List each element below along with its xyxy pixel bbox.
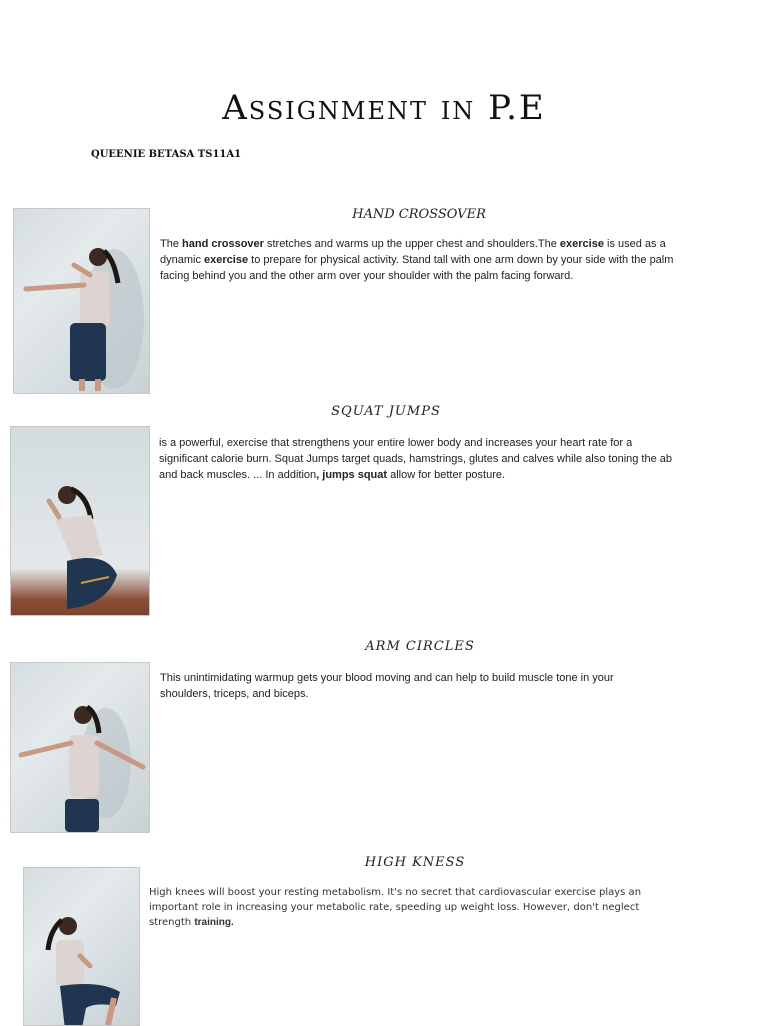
author-name: QUEENIE BETASA TS11A1	[91, 149, 242, 160]
arm-circles-photo	[10, 662, 150, 833]
section-text-arm-circles: This unintimidating warmup gets your blood moving and can help to build muscle tone in your shoulders, triceps, and biceps.	[160, 672, 614, 700]
section-heading-arm-circles: ARM CIRCLES	[365, 639, 475, 654]
page-title: Assignment in P.E	[222, 88, 546, 128]
section-heading-squat-jumps: SQUAT JUMPS	[331, 404, 441, 419]
high-knees-photo	[23, 867, 140, 1026]
section-text-squat-jumps: is a powerful, exercise that strengthens your entire lower body and increases your heart rate for a significant calorie burn. Squat Jumps target quads, hamstrings, glutes and calves while also toning the ab and back muscles. ... In addition, jumps squat allow for better posture.	[159, 437, 673, 481]
person-arm-circles-icon	[11, 663, 149, 832]
section-text-hand-crossover: The hand crossover stretches and warms up the upper chest and shoulders.The exercise is used as a dynamic exercise to prepare for physical activity. Stand tall with one arm down by your side with the palm facing behind you and the other arm over your shoulder with the palm facing forward.	[160, 238, 674, 282]
person-high-knees-icon	[24, 868, 139, 1025]
squat-jumps-photo	[10, 426, 150, 616]
hand-crossover-photo	[13, 208, 150, 394]
section-heading-hand-crossover: HAND CROSSOVER	[352, 207, 486, 222]
section-text-high-knees: High knees will boost your resting metabolism. It's no secret that cardiovascular exercise plays an important role in increasing your metabolic rate, speeding up weight loss. However, don't neglect strength training.	[149, 887, 642, 928]
person-squat-jumps-icon	[11, 427, 149, 615]
person-hand-crossover-icon	[14, 209, 149, 393]
section-heading-high-knees: HIGH KNESS	[364, 855, 466, 870]
